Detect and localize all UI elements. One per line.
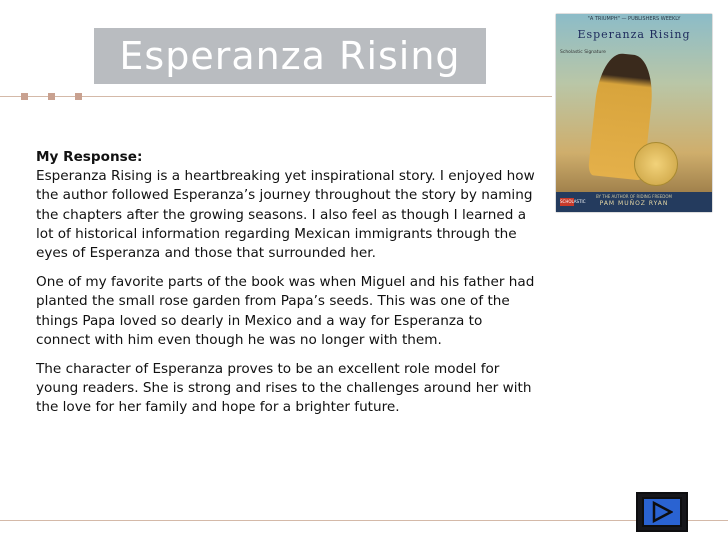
cover-author: PAM MUÑOZ RYAN xyxy=(599,200,669,207)
cover-title: Esperanza Rising xyxy=(577,28,691,41)
top-divider xyxy=(0,96,552,97)
cover-side-label: Scholastic Signature xyxy=(560,50,606,55)
award-medal-icon xyxy=(634,142,678,186)
next-button-face[interactable] xyxy=(642,497,682,527)
divider-square xyxy=(75,93,82,100)
book-cover-image xyxy=(556,14,712,212)
response-body xyxy=(36,148,536,428)
divider-square xyxy=(21,93,28,100)
slide-title: Esperanza Rising xyxy=(119,34,461,78)
publisher-badge: SCHOLASTIC xyxy=(560,199,586,204)
response-paragraph-2: One of my favorite parts of the book was when Miguel and his father had planted the small rose garden from Papa’s seeds. This was one of the things Papa loved so dearly in Mexico and a way for Esperanza to connect with him even though he was no longer with them. xyxy=(36,274,535,348)
title-box xyxy=(94,28,486,84)
next-slide-button[interactable] xyxy=(636,492,688,532)
play-triangle-icon xyxy=(651,501,673,523)
bottom-divider xyxy=(0,520,728,521)
cover-review-line: "A TRIUMPH" — PUBLISHERS WEEKLY xyxy=(587,16,681,22)
response-paragraph-3: The character of Esperanza proves to be an excellent role model for young readers. She is strong and rises to the challenges around her with the love for her family and hope for a brighter future. xyxy=(36,361,532,416)
paragraph-text: Esperanza Rising is a heartbreaking yet inspirational story. I enjoyed how the author followed Esperanza’s journey throughout the story by naming the chapters after the growing seasons. I also feel as though I learned a lot of historical information regarding Mexican immigrants through the eyes of Esperanza and those that surrounded her. xyxy=(36,168,535,262)
response-paragraph-1 xyxy=(36,148,536,263)
cover-subtitle: BY THE AUTHOR OF RIDING FREEDOM xyxy=(596,194,672,199)
divider-square xyxy=(48,93,55,100)
section-heading: My Response: xyxy=(36,149,143,165)
